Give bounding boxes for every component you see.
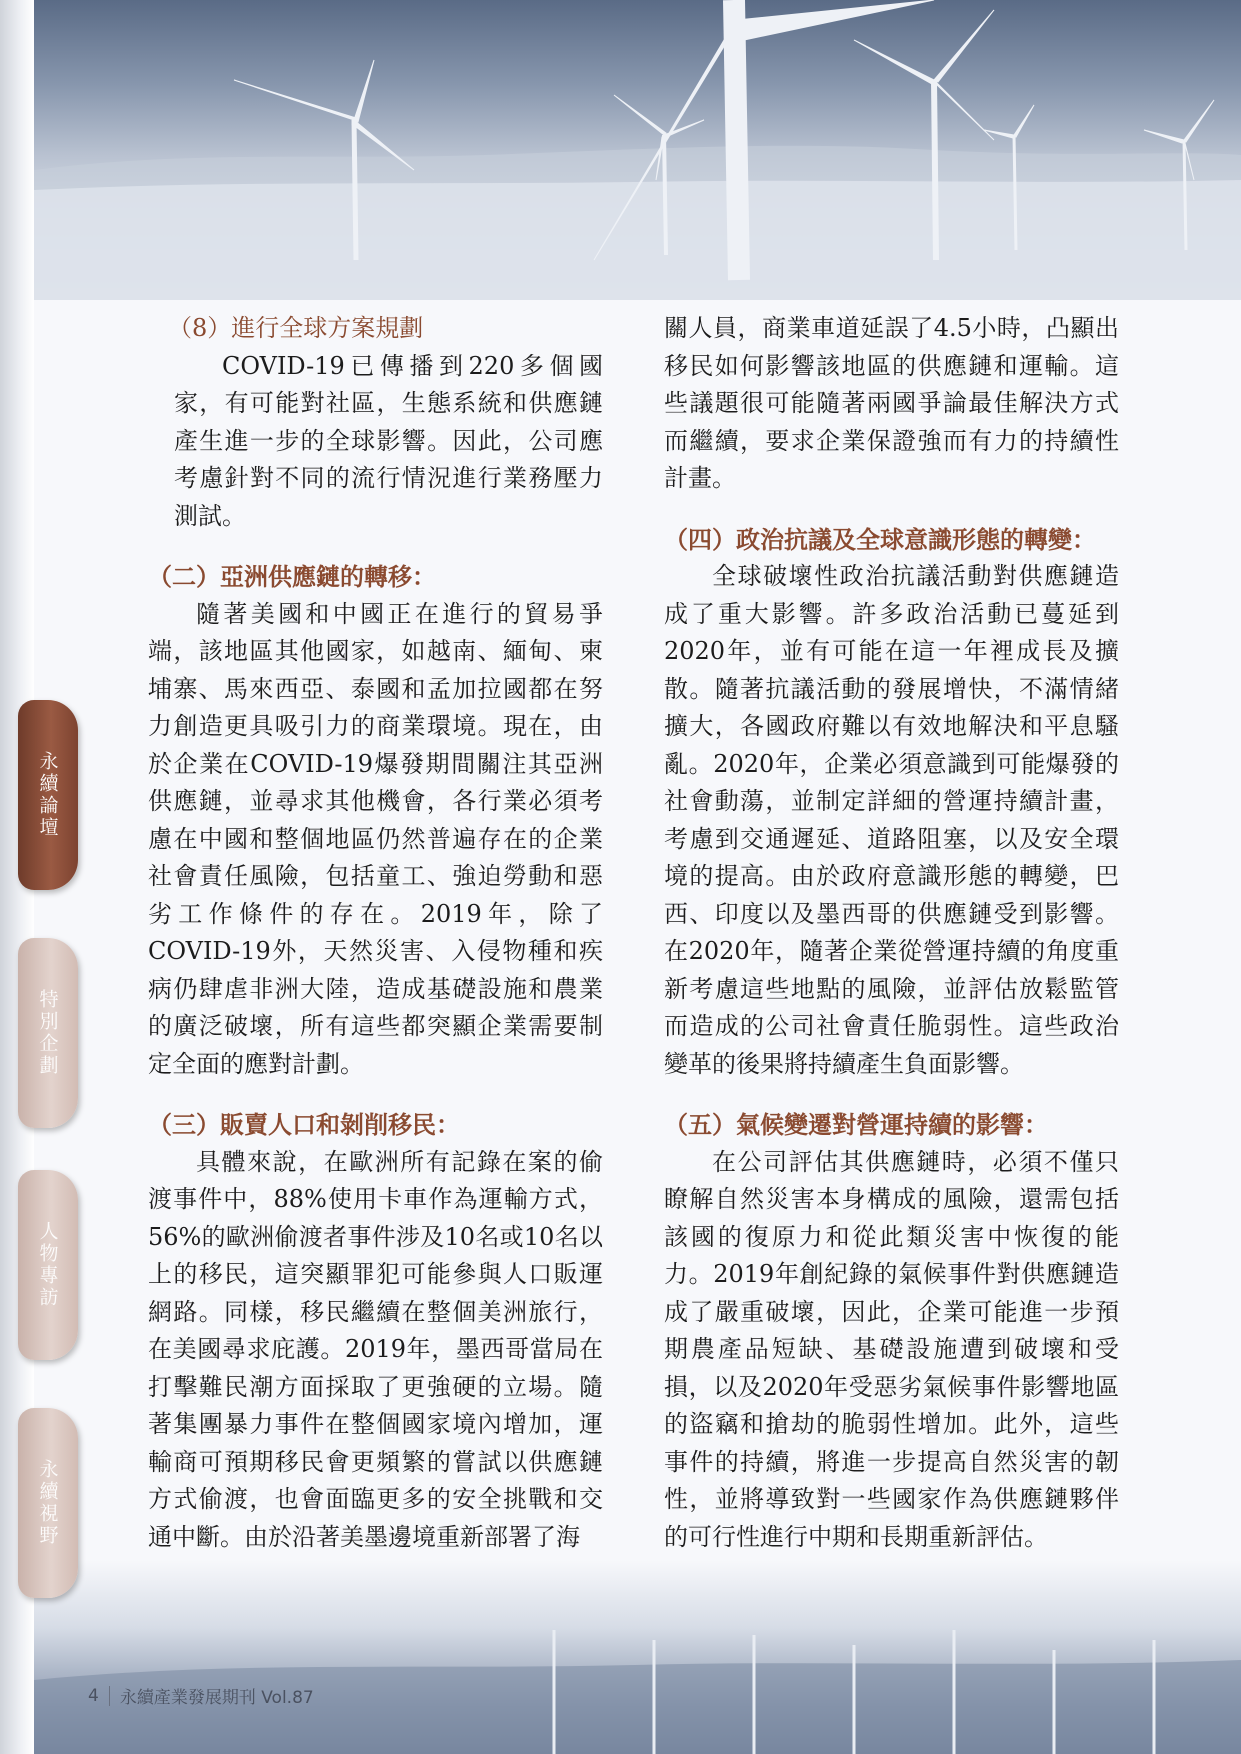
tab-interview[interactable] xyxy=(18,1170,78,1360)
tab-vision[interactable] xyxy=(18,1408,78,1598)
tab-vision-label: 永續視野 xyxy=(36,1459,59,1547)
page-number: 4 xyxy=(88,1685,99,1706)
wind-farm-illustration xyxy=(34,1560,1241,1754)
tab-special-feature[interactable] xyxy=(18,938,78,1128)
tab-special-feature-label: 特別企劃 xyxy=(36,989,59,1077)
page-footer xyxy=(88,1683,314,1708)
footer-divider xyxy=(109,1686,110,1706)
right-column xyxy=(664,310,1119,1556)
publication-title: 永續產業發展期刊 Vol.87 xyxy=(119,1688,314,1708)
left-column xyxy=(148,310,603,1556)
section-3-body: 具體來說，在歐洲所有記錄在案的偷渡事件中，88%使用卡車作為運輸方式，56%的歐洲偷渡者事件涉及10名或10名以上的移民，這突顯罪犯可能參與人口販運網路。同樣，移民繼續在整個美洲旅行，在美國尋求庇護。2019年，墨西哥當局在打擊難民潮方面採取了更強硬的立場。隨著集團暴力事件在整個國家境內增加，運輸商可預期移民會更頻繁的嘗試以供應鏈方式偷渡，也會面臨更多的安全挑戰和交通中斷。由於沿著美墨邊境重新部署了海 xyxy=(148,1147,603,1551)
tab-forum[interactable] xyxy=(18,700,78,890)
section-3-continued: 關人員，商業車道延誤了4.5小時，凸顯出移民如何影響該地區的供應鏈和運輸。這些議題很可能隨著兩國爭論最佳解決方式而繼續，要求企業保證強而有力的持續性計畫。 xyxy=(664,314,1119,492)
section-5-body: 在公司評估其供應鏈時，必須不僅只瞭解自然災害本身構成的風險，還需包括該國的復原力和從此類災害中恢復的能力。2019年創紀錄的氣候事件對供應鏈造成了嚴重破壞，因此，企業可能進一步預期農產品短缺、基礎設施遭到破壞和受損，以及2020年受惡劣氣候事件影響地區的盜竊和搶劫的脆弱性增加。此外，這些事件的持續，將進一步提高自然災害的韌性，並將導致對一些國家作為供應鏈夥伴的可行性進行中期和長期重新評估。 xyxy=(664,1147,1119,1551)
subsection-8-body: COVID-19已傳播到220多個國家，有可能對社區，生態系統和供應鏈產生進一步的全球影響。因此，公司應考慮針對不同的流行情況進行業務壓力測試。 xyxy=(174,351,603,530)
section-4-title: （四）政治抗議及全球意識形態的轉變： xyxy=(664,524,1096,554)
section-2-body: 隨著美國和中國正在進行的貿易爭端，該地區其他國家，如越南、緬甸、柬埔寨、馬來西亞、泰國和孟加拉國都在努力創造更具吸引力的商業環境。現在，由於企業在COVID-19爆發期間關注其亞洲供應鏈，並尋求其他機會，各行業必須考慮在中國和整個地區仍然普遍存在的企業社會責任風險，包括童工、強迫勞動和惡劣工作條件的存在。2019年，除了COVID-19外，天然災害、入侵物種和疾病仍肆虐非洲大陸，造成基礎設施和農業的廣泛破壞，所有這些都突顯企業需要制定全面的應對計劃。 xyxy=(148,599,603,1078)
section-3-title: （三）販賣人口和剝削移民： xyxy=(148,1110,460,1139)
wind-farm-footer-image xyxy=(34,1560,1241,1754)
section-4-body: 全球破壞性政治抗議活動對供應鏈造成了重大影響。許多政治活動已蔓延到2020年，並有可能在這一年裡成長及擴散。隨著抗議活動的發展增快，不滿情緒擴大，各國政府難以有效地解決和平息騷亂。2020年，企業必須意識到可能爆發的社會動蕩，並制定詳細的營運持續計畫，考慮到交通遲延、道路阻塞，以及安全環境的提高。由於政府意識形態的轉變，巴西、印度以及墨西哥的供應鏈受到影響。在2020年，隨著企業從營運持續的角度重新考慮這些地點的風險，並評估放鬆監管而造成的公司社會責任脆弱性。這些政治變革的後果將持續產生負面影響。 xyxy=(664,562,1119,1078)
tab-forum-label: 永續論壇 xyxy=(36,751,59,839)
wind-turbine-header-image xyxy=(34,0,1241,300)
tab-interview-label: 人物專訪 xyxy=(36,1221,59,1309)
section-5-title: （五）氣候變遷對營運持續的影響： xyxy=(664,1110,1048,1139)
section-2-title: （二）亞洲供應鏈的轉移： xyxy=(148,562,436,591)
subsection-8-title: （8）進行全球方案規劃 xyxy=(168,314,424,342)
wind-turbines-illustration xyxy=(34,0,1241,300)
